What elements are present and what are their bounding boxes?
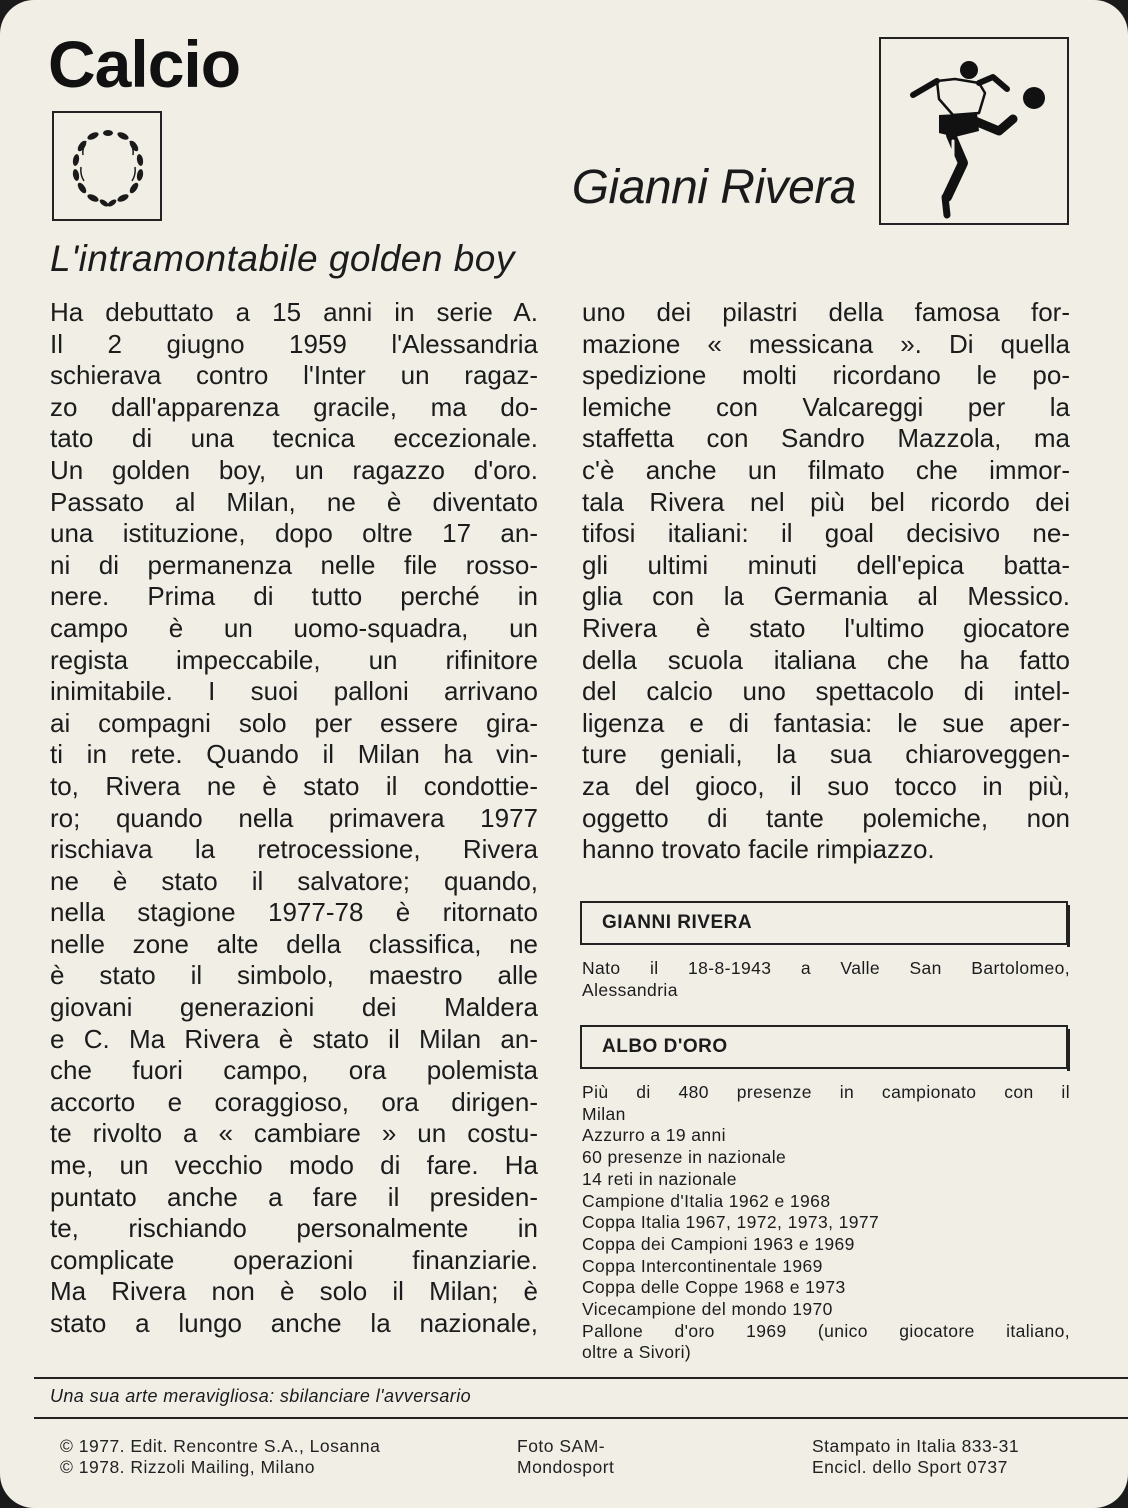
photo-caption: Una sua arte meravigliosa: sbilanciare l'avversario (50, 1386, 472, 1406)
text-line: nella stagione 1977-78 è ritornato (50, 897, 538, 928)
text-line: Coppa Italia 1967, 1972, 1973, 1977 (582, 1212, 880, 1233)
divider-bottom (34, 1417, 1128, 1419)
birth-details (582, 958, 1070, 1001)
text-line: Coppa Intercontinentale 1969 (582, 1255, 823, 1276)
text-line: tato di una tecnica eccezionale. (50, 423, 538, 454)
text-line: ni di permanenza nelle file rosso- (50, 549, 538, 580)
text-line: Azzurro a 19 anni (582, 1125, 726, 1146)
text-line: hanno trovato facile rimpiazzo. (582, 834, 935, 865)
text-line: 60 presenze in nazionale (582, 1147, 787, 1168)
text-line: © 1977. Edit. Rencontre S.A., Losanna (60, 1436, 381, 1456)
text-line: Rivera è stato l'ultimo giocatore (582, 612, 1070, 643)
sport-title: Calcio (48, 27, 241, 101)
text-line: uno dei pilastri della famosa for- (582, 297, 1070, 327)
text-line: regista impeccabile, un rifinitore (50, 644, 538, 675)
text-line: del calcio uno spettacolo di intel- (582, 676, 1070, 707)
honours-heading: ALBO D'ORO (580, 1025, 1068, 1069)
honours-list (582, 1082, 1070, 1364)
text-line: puntato anche a fare il presiden- (50, 1181, 538, 1212)
text-line: Ma Rivera non è solo il Milan; è (50, 1276, 538, 1307)
text-line: nelle zone alte della classifica, ne (50, 928, 538, 959)
text-line: zo dall'apparenza gracile, ma do- (50, 391, 538, 422)
text-line: Coppa delle Coppe 1968 e 1973 (582, 1277, 846, 1298)
text-line: © 1978. Rizzoli Mailing, Milano (60, 1457, 316, 1477)
text-line: 14 reti in nazionale (582, 1168, 737, 1189)
athlete-name: Gianni Rivera (571, 161, 856, 214)
text-line: te rivolto a « cambiare » un costu- (50, 1118, 538, 1149)
text-line: Encicl. dello Sport 0737 (812, 1457, 1008, 1477)
text-line: te, rischiando personalmente in (50, 1213, 538, 1244)
text-line: Milan (582, 1103, 626, 1124)
article-column-right (582, 297, 1070, 866)
text-line: Il 2 giugno 1959 l'Alessandria (50, 328, 538, 359)
text-line: schierava contro l'Inter un ragaz- (50, 360, 538, 391)
photo-credit (517, 1436, 614, 1478)
text-line: complicate operazioni finanziarie. (50, 1244, 538, 1275)
text-line: nere. Prima di tutto perché in (50, 581, 538, 612)
text-line: mazione « messicana ». Di quella (582, 328, 1070, 359)
text-line: una istituzione, dopo oltre 17 an- (50, 518, 538, 549)
text-line: stato a lungo anche la nazionale, (50, 1308, 538, 1338)
article-subtitle: L'intramontabile golden boy (50, 238, 515, 279)
text-line: accorto e coraggioso, ora dirigen- (50, 1086, 538, 1117)
text-line: ti in rete. Quando il Milan ha vin- (50, 739, 538, 770)
divider-top (34, 1377, 1128, 1379)
text-line: Più di 480 presenze in campionato con il (582, 1082, 1070, 1102)
text-line: to, Rivera ne è stato il condottie- (50, 770, 538, 801)
text-line: oltre a Sivori) (582, 1342, 692, 1363)
text-line: gli ultimi minuti dell'epica batta- (582, 549, 1070, 580)
text-line: Passato al Milan, ne è diventato (50, 486, 538, 517)
copyright-notice (60, 1436, 380, 1478)
text-line: tifosi italiani: il goal decisivo ne- (582, 518, 1070, 549)
article-column-left (50, 297, 538, 1340)
text-line: campo è un uomo-squadra, un (50, 612, 538, 643)
text-line: ai compagni solo per essere gira- (50, 707, 538, 738)
text-line: che fuori campo, ora polemista (50, 1055, 538, 1086)
text-line: lemiche con Valcareggi per la (582, 391, 1070, 422)
text-line: c'è anche un filmato che immor- (582, 454, 1070, 485)
text-line: staffetta con Sandro Mazzola, ma (582, 423, 1070, 454)
text-line: tala Rivera nel più bel ricordo dei (582, 486, 1070, 517)
text-line: Mondosport (517, 1457, 615, 1477)
print-info (812, 1436, 1019, 1478)
text-line: Pallone d'oro 1969 (unico giocatore italiano, (582, 1320, 1070, 1341)
text-line: giovani generazioni dei Maldera (50, 992, 538, 1023)
text-line: ture geniali, la sua chiaroveggen- (582, 739, 1070, 770)
text-line: za del gioco, il suo tocco in più, (582, 770, 1070, 801)
text-line: della scuola italiana che ha fatto (582, 644, 1070, 675)
text-line: è stato il simbolo, maestro alle (50, 960, 538, 991)
sport-pictogram-box (879, 37, 1069, 225)
text-line: spedizione molti ricordano le po- (582, 360, 1070, 391)
text-line: oggetto di tante polemiche, non (582, 802, 1070, 833)
text-line: ligenza e di fantasia: le sue aper- (582, 707, 1070, 738)
text-line: Alessandria (582, 979, 678, 1000)
text-line: Campione d'Italia 1962 e 1968 (582, 1190, 831, 1211)
text-line: ne è stato il salvatore; quando, (50, 865, 538, 896)
text-line: Ha debuttato a 15 anni in serie A. (50, 297, 538, 327)
text-line: Foto SAM- (517, 1436, 606, 1456)
text-line: inimitabile. I suoi palloni arrivano (50, 676, 538, 707)
text-line: ro; quando nella primavera 1977 (50, 802, 538, 833)
text-line: Un golden boy, un ragazzo d'oro. (50, 454, 538, 485)
text-line: Coppa dei Campioni 1963 e 1969 (582, 1233, 855, 1254)
text-line: rischiava la retrocessione, Rivera (50, 834, 538, 865)
text-line: Nato il 18-8-1943 a Valle San Bartolomeo, (582, 958, 1070, 978)
category-box (52, 111, 162, 221)
text-line: Stampato in Italia 833-31 (812, 1436, 1020, 1456)
text-line: e C. Ma Rivera è stato il Milan an- (50, 1023, 538, 1054)
text-line: me, un vecchio modo di fare. Ha (50, 1150, 538, 1181)
text-line: Vicecampione del mondo 1970 (582, 1299, 833, 1320)
text-line: glia con la Germania al Messico. (582, 581, 1070, 612)
profile-heading: GIANNI RIVERA (580, 901, 1068, 945)
